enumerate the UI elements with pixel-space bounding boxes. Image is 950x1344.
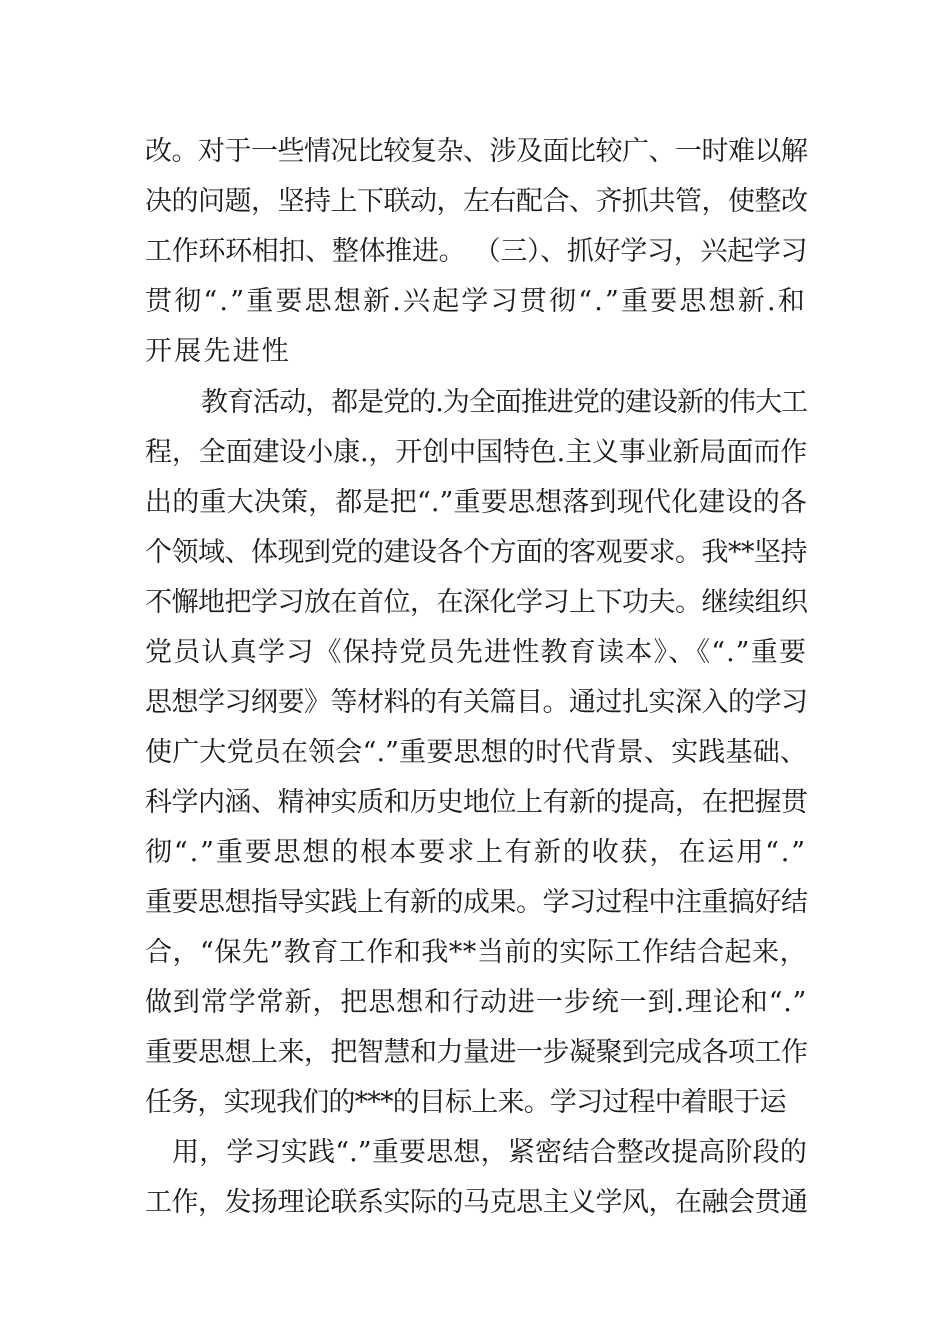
text-line: 改。对于一些情况比较复杂、涉及面比较广、一时难以解	[145, 136, 808, 167]
text-line: 程，全面建设小康.，开创中国特色.主义事业新局面而作	[145, 437, 807, 468]
text-line: 重要思想指导实践上有新的成果。学习过程中注重搞好结	[145, 887, 808, 918]
text-line: 不懈地把学习放在首位，在深化学习上下功夫。继续组织	[145, 587, 808, 618]
text-line: 使广大党员在领会“.”重要思想的时代背景、实践基础、	[145, 737, 807, 768]
text-line: 做到常学常新，把思想和行动进一步统一到.理论和“.”	[145, 987, 807, 1018]
text-line: 任务，实现我们的***的目标上来。学习过程中着眼于运	[145, 1087, 786, 1118]
text-line: 科学内涵、精神实质和历史地位上有新的提高，在把握贯	[145, 787, 808, 818]
text-line: 党员认真学习《保持党员先进性教育读本》、《“.”重要	[145, 637, 807, 668]
text-line: 工作，发扬理论联系实际的马克思主义学风，在融会贯通	[145, 1187, 808, 1218]
text-line: 出的重大决策，都是把“.”重要思想落到现代化建设的各	[145, 487, 807, 518]
text-line: 贯彻“.”重要思想新.兴起学习贯彻“.”重要思想新.和	[145, 286, 807, 317]
text-line: 开展先进性	[145, 336, 291, 367]
text-line: 决的问题，坚持上下联动，左右配合、齐抓共管，使整改	[145, 186, 808, 217]
text-line: 工作环环相扣、整体推进。 （三）、抓好学习，兴起学习	[145, 236, 807, 267]
paragraph-first-line: 教育活动，都是党的.为全面推进党的建设新的伟大工	[201, 387, 807, 418]
text-line: 思想学习纲要》等材料的有关篇目。通过扎实深入的学习	[145, 687, 808, 718]
text-line: 用，学习实践“.”重要思想，紧密结合整改提高阶段的	[172, 1137, 807, 1168]
text-line: 个领域、体现到党的建设各个方面的客观要求。我**坚持	[145, 537, 807, 568]
text-line: 合，“保先”教育工作和我**当前的实际工作结合起来，	[145, 937, 807, 968]
text-line: 重要思想上来，把智慧和力量进一步凝聚到完成各项工作	[145, 1037, 808, 1068]
text-line: 彻“.”重要思想的根本要求上有新的收获，在运用“.”	[145, 837, 807, 868]
